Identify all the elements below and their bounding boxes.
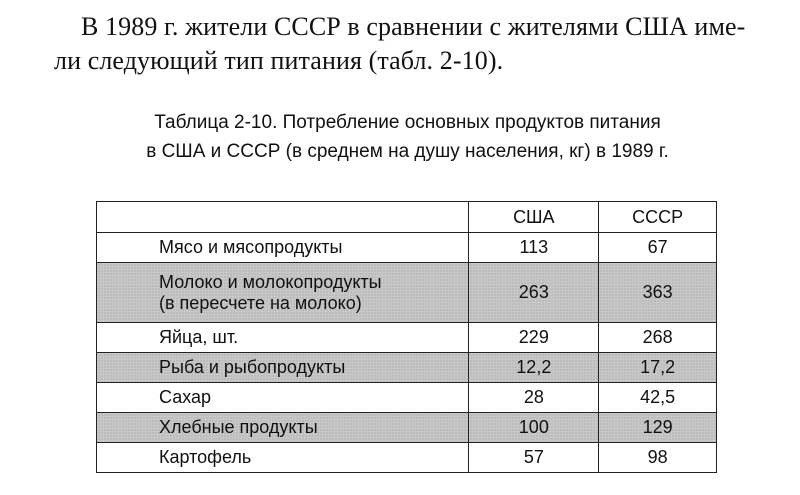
row-usa-value: 229 — [469, 323, 599, 353]
row-ussr-value: 363 — [599, 263, 717, 323]
header-usa: США — [469, 202, 599, 233]
table-row — [97, 413, 717, 443]
row-ussr-value: 67 — [599, 233, 717, 263]
row-ussr-value: 268 — [599, 323, 717, 353]
row-ussr-value: 42,5 — [599, 383, 717, 413]
row-usa-value: 12,2 — [469, 353, 599, 383]
header-product — [97, 202, 469, 233]
table-caption — [80, 108, 735, 166]
row-product: Яйца, шт. — [97, 323, 469, 353]
intro-paragraph — [54, 10, 782, 78]
row-product-line-1: Молоко и молокопродукты — [159, 271, 382, 292]
caption-line-1: Таблица 2-10. Потребление основных продуктов питания — [154, 112, 661, 133]
row-ussr-value: 98 — [599, 443, 717, 473]
table-row — [97, 383, 717, 413]
caption-line-2: в США и СССР (в среднем на душу населения, кг) в 1989 г. — [146, 141, 669, 162]
intro-line-2: ли следующий тип питания (табл. 2-10). — [54, 46, 504, 75]
row-product: Мясо и мясопродукты — [97, 233, 469, 263]
row-ussr-value: 17,2 — [599, 353, 717, 383]
row-usa-value: 113 — [469, 233, 599, 263]
row-product — [97, 263, 469, 323]
row-usa-value: 28 — [469, 383, 599, 413]
row-product: Картофель — [97, 443, 469, 473]
row-usa-value: 263 — [469, 263, 599, 323]
row-product-line-2: (в пересчете на молоко) — [159, 292, 362, 313]
table-row — [97, 263, 717, 323]
consumption-table — [96, 201, 717, 473]
header-ussr: СССР — [599, 202, 717, 233]
row-product: Сахар — [97, 383, 469, 413]
table-row — [97, 443, 717, 473]
table-header-row — [97, 202, 717, 233]
row-usa-value: 100 — [469, 413, 599, 443]
intro-line-1: В 1989 г. жители СССР в сравнении с жителями США име- — [81, 12, 746, 41]
row-product: Рыба и рыбопродукты — [97, 353, 469, 383]
row-product: Хлебные продукты — [97, 413, 469, 443]
table-row — [97, 353, 717, 383]
table-row — [97, 233, 717, 263]
row-ussr-value: 129 — [599, 413, 717, 443]
row-usa-value: 57 — [469, 443, 599, 473]
table-row — [97, 323, 717, 353]
